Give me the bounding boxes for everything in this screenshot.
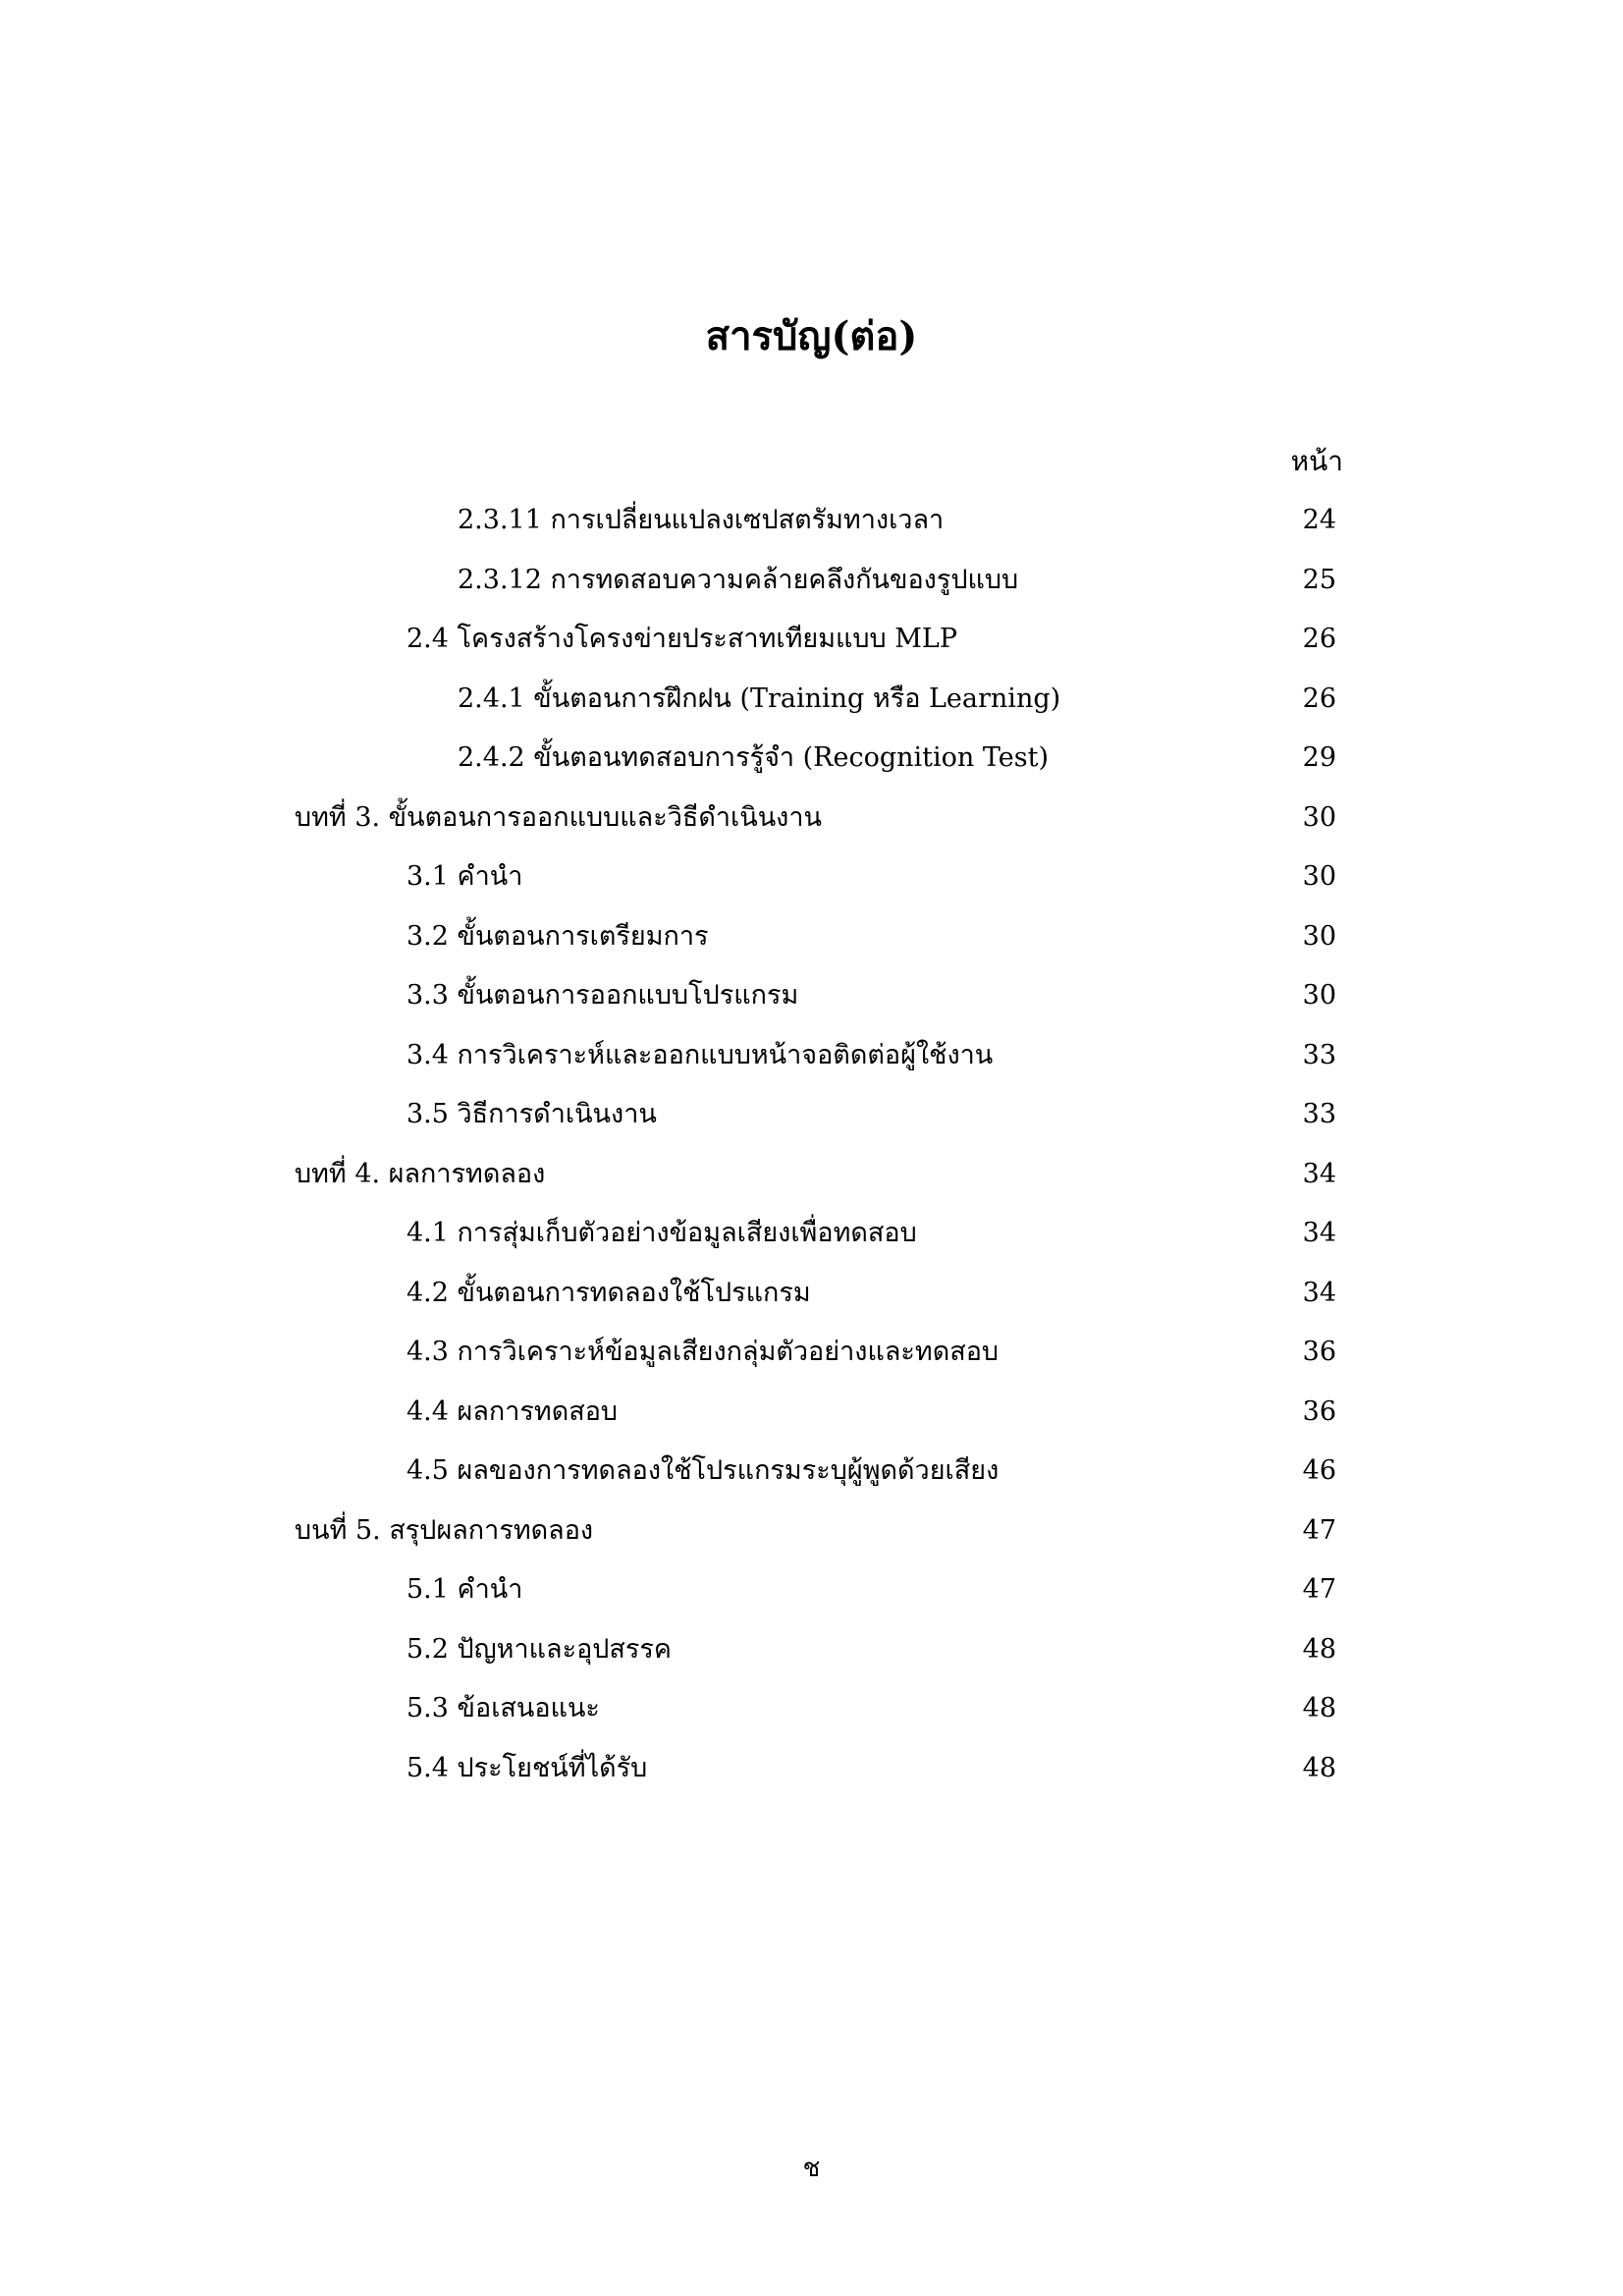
- toc-entry-page-number: 34: [1302, 1218, 1336, 1248]
- toc-entry-page-number: 33: [1302, 1099, 1336, 1129]
- toc-entry-page-number: 29: [1302, 742, 1336, 773]
- toc-entry-label: 4.5 ผลของการทดลองใช้โปรแกรมระบุผู้พูดด้วยเสียง: [406, 1455, 1000, 1486]
- toc-entry-page-number: 26: [1302, 683, 1336, 714]
- page-title: สารบัญ(ต่อ): [705, 313, 918, 359]
- page-column-header: หน้า: [1290, 445, 1343, 477]
- toc-entry-page-number: 48: [1302, 1752, 1336, 1783]
- toc-entry-page-number: 30: [1302, 980, 1336, 1011]
- toc-entry-label: 4.3 การวิเคราะห์ข้อมูลเสียงกลุ่มตัวอย่างและทดสอบ: [406, 1337, 1000, 1367]
- toc-entry: [0, 1630, 1623, 1690]
- page-number-footer: ช: [802, 2154, 821, 2183]
- toc-entry: [0, 1570, 1623, 1630]
- toc-entry: [0, 620, 1623, 680]
- toc-entry: [0, 561, 1623, 621]
- toc-entry-label: บทที่ 4. ผลการทดลอง: [295, 1158, 546, 1189]
- toc-entry-page-number: 30: [1302, 920, 1336, 952]
- toc-entry-label: 2.4.1 ขั้นตอนการฝึกฝน (Training หรือ Learning): [458, 683, 1061, 714]
- toc-entry: [0, 1155, 1623, 1215]
- toc-entry-label: 4.2 ขั้นตอนการทดลองใช้โปรแกรม: [406, 1277, 811, 1308]
- toc-entry-label: 5.4 ประโยชน์ที่ได้รับ: [406, 1752, 648, 1783]
- toc-entry-label: 4.4 ผลการทดสอบ: [406, 1395, 619, 1427]
- toc-entry-label: 2.4 โครงสร้างโครงข่ายประสาทเทียมแบบ MLP: [406, 624, 958, 654]
- toc-entry: [0, 1333, 1623, 1393]
- toc-entry-page-number: 47: [1302, 1574, 1336, 1605]
- toc-entry-page-number: 36: [1302, 1337, 1336, 1367]
- toc-entry: [0, 1689, 1623, 1749]
- toc-entry: [0, 1749, 1623, 1809]
- toc-entry: [0, 680, 1623, 739]
- toc-entry-label: 3.3 ขั้นตอนการออกแบบโปรแกรม: [406, 980, 799, 1011]
- toc-entry-page-number: 34: [1302, 1158, 1336, 1189]
- toc-entry-label: 5.3 ข้อเสนอแนะ: [406, 1693, 600, 1723]
- toc-entry-label: 5.1 คำนำ: [406, 1574, 523, 1605]
- toc-entry-label: บนที่ 5. สรุปผลการทดลอง: [295, 1514, 594, 1546]
- toc-entry: [0, 1511, 1623, 1571]
- toc-entry-page-number: 30: [1302, 861, 1336, 892]
- toc-entry-page-number: 48: [1302, 1693, 1336, 1723]
- toc-entry-page-number: 25: [1302, 564, 1336, 595]
- toc-entry-page-number: 24: [1302, 505, 1336, 535]
- toc-entry-page-number: 47: [1302, 1514, 1336, 1546]
- toc-entry: [0, 798, 1623, 858]
- toc-entry-label: บทที่ 3. ขั้นตอนการออกแบบและวิธีดำเนินงาน: [295, 801, 822, 833]
- toc-entry-label: 2.4.2 ขั้นตอนทดสอบการรู้จำ (Recognition Test): [458, 742, 1050, 773]
- toc-entry-label: 5.2 ปัญหาและอุปสรรค: [406, 1633, 672, 1665]
- toc-entry: [0, 738, 1623, 798]
- toc-entry-label: 4.1 การสุ่มเก็บตัวอย่างข้อมูลเสียงเพื่อทดสอบ: [406, 1218, 917, 1248]
- toc-entry-page-number: 36: [1302, 1395, 1336, 1427]
- toc-entry-page-number: 33: [1302, 1039, 1336, 1070]
- toc-entry-label: 2.3.12 การทดสอบความคล้ายคลึงกันของรูปแบบ: [458, 564, 1019, 595]
- toc-entry: [0, 501, 1623, 561]
- toc-entry: [0, 1274, 1623, 1334]
- toc-entry: [0, 1214, 1623, 1274]
- toc-entry: [0, 1451, 1623, 1511]
- toc-entry: [0, 1095, 1623, 1155]
- table-of-contents: [0, 501, 1623, 1808]
- toc-entry: [0, 1393, 1623, 1452]
- toc-entry-page-number: 26: [1302, 624, 1336, 654]
- toc-entry-label: 2.3.11 การเปลี่ยนแปลงเซปสตรัมทางเวลา: [458, 505, 945, 535]
- toc-entry-page-number: 48: [1302, 1633, 1336, 1665]
- toc-entry-page-number: 46: [1302, 1455, 1336, 1486]
- toc-entry: [0, 1036, 1623, 1096]
- toc-entry: [0, 976, 1623, 1036]
- toc-entry-label: 3.4 การวิเคราะห์และออกแบบหน้าจอติดต่อผู้ใช้งาน: [406, 1039, 994, 1070]
- toc-entry-label: 3.5 วิธีการดำเนินงาน: [406, 1099, 657, 1129]
- toc-entry: [0, 917, 1623, 977]
- toc-entry-label: 3.1 คำนำ: [406, 861, 523, 892]
- toc-entry-page-number: 30: [1302, 801, 1336, 833]
- toc-entry: [0, 857, 1623, 917]
- toc-entry-label: 3.2 ขั้นตอนการเตรียมการ: [406, 920, 709, 952]
- toc-entry-page-number: 34: [1302, 1277, 1336, 1308]
